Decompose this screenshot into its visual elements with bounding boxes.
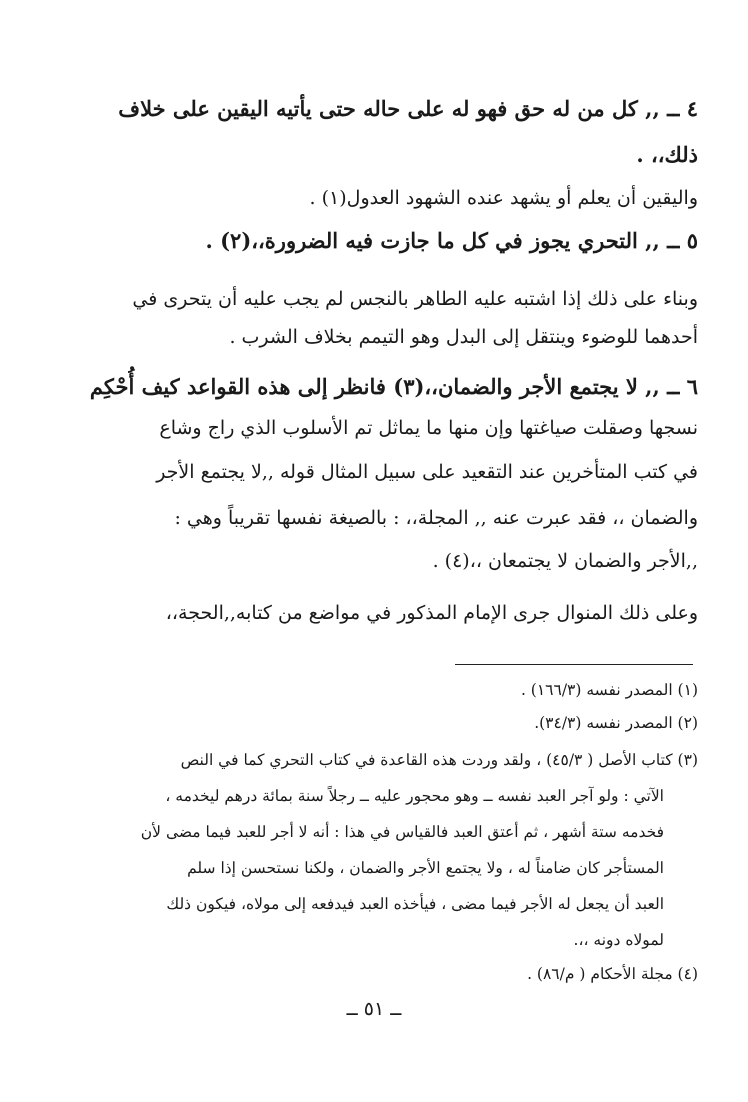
footnote-3-line-4: المستأجر كان ضامناً له ، ولا يجتمع الأجر والضمان ، ولكنا نستحسن إذا سلم: [187, 859, 664, 877]
rule-6-line-4: والضمان ،، فقد عبرت عنه ,, المجلة،، : بالصيغة نفسها تقريباً وهي :: [174, 507, 698, 529]
rule-6-line-1: ٦ ــ ,, لا يجتمع الأجر والضمان،،(٣) فانظر إلى هذه القواعد كيف أُحْكِم: [89, 374, 698, 399]
footnote-3-line-3: فخدمه ستة أشهر ، ثم أعتق العبد فالقياس في هذا : أنه لا أجر للعبد فيما مضى لأن: [140, 823, 664, 841]
footnote-3-line-1: (٣) كتاب الأصل ( ٤٥/٣) ، ولقد وردت هذه القاعدة في كتاب التحري كما في النص: [180, 751, 698, 769]
footnote-3-line-6: لمولاه دونه ،،.: [573, 931, 664, 949]
rule-5: ٥ ــ ,, التحري يجوز في كل ما جازت فيه الضرورة،،(٢) .: [205, 228, 698, 253]
footnote-1: (١) المصدر نفسه (١٦٦/٣) .: [520, 681, 698, 699]
footnote-2: (٢) المصدر نفسه (٣٤/٣).: [534, 714, 698, 732]
footnote-3-line-2: الآتي : ولو آجر العبد نفسه ــ وهو محجور عليه ــ رجلاً سنة بمائة درهم ليخدمه ،: [165, 787, 664, 805]
footnote-3-line-5: العبد أن يجعل له الأجر فيما مضى ، فيأخذه العبد فيدفعه إلى مولاه، فيكون ذلك: [166, 895, 664, 913]
paragraph-certainty: واليقين أن يعلم أو يشهد عنده الشهود العدول(١) .: [309, 187, 698, 209]
rule-4-line-1: ٤ ــ ,, كل من له حق فهو له على حاله حتى يأتيه اليقين على خلاف: [118, 96, 698, 121]
paragraph-ablution-line-2: أحدهما للوضوء وينتقل إلى البدل وهو التيمم بخلاف الشرب .: [229, 326, 698, 348]
rule-4-line-2: ذلك،، .: [636, 142, 698, 167]
footnote-separator: [455, 664, 693, 665]
rule-6-line-5: ,,الأجر والضمان لا يجتمعان ،،(٤) .: [432, 550, 698, 572]
page-number: ــ ٥١ ــ: [346, 998, 402, 1020]
paragraph-ablution-line-1: وبناء على ذلك إذا اشتبه عليه الطاهر بالنجس لم يجب عليه أن يتحرى في: [132, 288, 698, 310]
footnote-4: (٤) مجلة الأحكام ( م/٨٦) .: [527, 965, 698, 983]
rule-6-line-3: في كتب المتأخرين عند التقعيد على سبيل المثال قوله ,,لا يجتمع الأجر: [156, 461, 698, 483]
paragraph-hujja: وعلى ذلك المنوال جرى الإمام المذكور في مواضع من كتابه,,الحجة،،: [165, 602, 698, 624]
rule-6-line-2: نسجها وصقلت صياغتها وإن منها ما يماثل تم الأسلوب الذي راج وشاع: [159, 417, 698, 439]
